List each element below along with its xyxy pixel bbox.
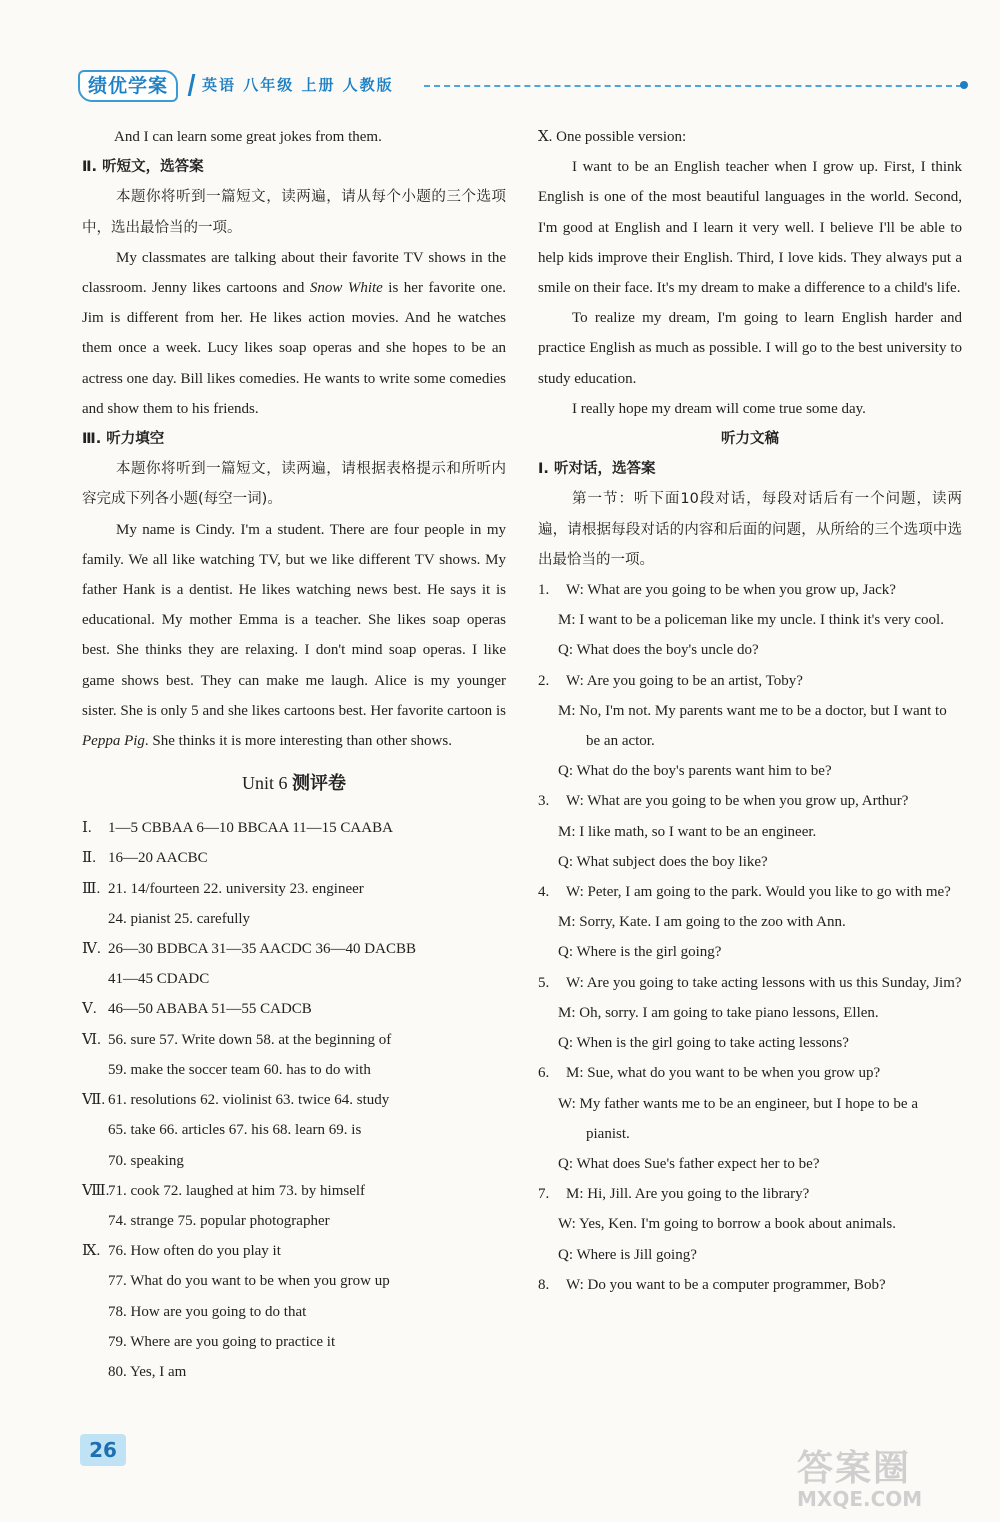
script-title: 听力文稿 [721, 431, 779, 448]
page-number: 26 [80, 1434, 126, 1466]
dialogue [538, 877, 962, 968]
passage-title-italic: Peppa Pig [82, 733, 145, 750]
dialogue-line: Q: What does Sue's father expect her to be? [558, 1155, 820, 1172]
book-subject: 英语 八年级 上册 人教版 [202, 76, 394, 94]
dialogue-line: 1. W: What are you going to be when you grow up, Jack? [538, 582, 896, 599]
dialogue-line: 7. M: Hi, Jill. Are you going to the library? [538, 1186, 810, 1203]
script-section-1-title: Ⅰ. 听对话，选答案 [538, 461, 656, 478]
page-header [78, 68, 968, 102]
dialogue-line: 4. W: Peter, I am going to the park. Would you like to go with me? [538, 884, 951, 901]
answer-line: Ⅸ. 76. How often do you play it [82, 1243, 281, 1260]
dialogue-line: Q: Where is Jill going? [558, 1246, 697, 1263]
essay-paragraph-1: I want to be an English teacher when I grow up. First, I think English is one of the most beautiful languages in the world. Second, I'm good at English and I learn it very well. I believe I'll be able to help kids improve their English. Third, I love kids. They always put a smile on their face. It's my dream to make a difference to a child's life. [538, 159, 962, 297]
section-3-passage [82, 515, 506, 757]
answer-line: Ⅰ. 1—5 CBBAA 6—10 BBCAA 11—15 CAABA [82, 820, 393, 837]
watermark-logo-text: 答案圈 [797, 1448, 912, 1489]
essay-paragraph-2: To realize my dream, I'm going to learn English harder and practice English as much as possible. I will go to the best university to study education. [538, 310, 962, 387]
dialogue-list [538, 575, 962, 1300]
passage-text: . She thinks it is more interesting than other shows. [144, 733, 452, 750]
dialogue-line: M: Sorry, Kate. I am going to the zoo with Ann. [558, 914, 846, 931]
top-line: And I can learn some great jokes from them. [114, 129, 382, 145]
header-dot [960, 81, 968, 89]
right-column [538, 122, 962, 1300]
answer-line: Ⅴ. 46—50 ABABA 51—55 CADCB [82, 1001, 312, 1018]
brand-logo: 绩优学案 [78, 70, 178, 102]
passage-text: My classmates are talking about their favorite TV shows in the classroom. Jenny likes cartoons and [82, 249, 506, 297]
header-separator [188, 74, 196, 96]
dialogue-line: M: Oh, sorry. I am going to take piano lessons, Ellen. [558, 1004, 879, 1021]
dialogue [538, 1179, 962, 1270]
dialogue-line: Q: Where is the girl going? [558, 944, 722, 961]
answer-line: 78. How are you going to do that [108, 1303, 307, 1320]
dialogue-line: 8. W: Do you want to be a computer programmer, Bob? [538, 1276, 886, 1293]
passage-text: My name is Cindy. I'm a student. There are four people in my family. We all like watching TV, but we like different TV shows. My father Hank is a dentist. He likes watching news best. He says it is educational. My mother Emma is a teacher. She likes soap operas best. She thinks they are relaxing. I don't mind soap operas. I like game shows best. They can make me laugh. Alice is my younger sister. She is only 5 and she likes cartoons best. Her favorite cartoon is [82, 521, 506, 719]
answer-line: 74. strange 75. popular photographer [108, 1212, 330, 1229]
section-2-instruction: 本题你将听到一篇短文，读两遍，请从每个小题的三个选项中，选出最恰当的一项。 [82, 189, 506, 236]
unit-title-cn: 测评卷 [292, 773, 346, 795]
dialogue-line: Q: What do the boy's parents want him to be? [558, 763, 832, 780]
essay-paragraph-3: I really hope my dream will come true some day. [572, 400, 866, 417]
passage-text: is her favorite one. Jim is different from her. He likes action movies. And he watches them once a week. Lucy likes soap operas and she hopes to be an actress one day. Bill likes comedies. He wants to write some comedies and show them to his friends. [82, 280, 506, 417]
dialogue [538, 666, 962, 787]
answer-line: 79. Where are you going to practice it [108, 1333, 336, 1350]
dialogue [538, 968, 962, 1059]
dialogue-line: 6. M: Sue, what do you want to be when you grow up? [538, 1065, 881, 1082]
section-2-title: Ⅱ. 听短文，选答案 [82, 159, 204, 176]
answer-key [82, 813, 506, 1387]
answer-line: 80. Yes, I am [108, 1363, 187, 1380]
left-column [82, 122, 506, 1387]
dialogue-line: W: My father wants me to be an engineer, but I hope to be a pianist. [558, 1095, 918, 1142]
unit-title-en: Unit 6 [241, 773, 292, 794]
watermark [797, 1440, 972, 1512]
answer-line: Ⅳ. 26—30 BDBCA 31—35 AACDC 36—40 DACBB [82, 941, 416, 958]
unit-title [82, 768, 506, 799]
watermark-url: MXQE.COM [797, 1487, 923, 1511]
dialogue [538, 575, 962, 666]
answer-line: 41—45 CDADC [108, 971, 210, 988]
section-3-instruction: 本题你将听到一篇短文，读两遍，请根据表格提示和所听内容完成下列各小题(每空一词)。 [82, 461, 506, 508]
section-10-title: Ⅹ. One possible version: [538, 129, 687, 145]
answer-line: 24. pianist 25. carefully [108, 910, 251, 927]
dialogue [538, 1058, 962, 1179]
header-dashed-line [424, 85, 962, 87]
dialogue-line: Q: What does the boy's uncle do? [558, 642, 759, 659]
dialogue [538, 1270, 962, 1300]
passage-title-italic: Snow White [309, 280, 383, 297]
dialogue-line: Q: When is the girl going to take acting lessons? [558, 1035, 849, 1052]
answer-line: 65. take 66. articles 67. his 68. learn 69. is [108, 1122, 362, 1139]
dialogue-line: W: Yes, Ken. I'm going to borrow a book about animals. [558, 1216, 896, 1233]
dialogue [538, 786, 962, 877]
answer-line: Ⅲ. 21. 14/fourteen 22. university 23. engineer [82, 880, 364, 897]
answer-line: Ⅱ. 16—20 AACBC [82, 850, 208, 867]
dialogue-line: 2. W: Are you going to be an artist, Toby? [538, 672, 803, 689]
dialogue-line: 3. W: What are you going to be when you grow up, Arthur? [538, 793, 909, 810]
dialogue-line: M: No, I'm not. My parents want me to be a doctor, but I want to be an actor. [558, 702, 947, 750]
answer-line: 59. make the soccer team 60. has to do with [108, 1061, 371, 1078]
answer-line: Ⅵ. 56. sure 57. Write down 58. at the beginning of [82, 1031, 392, 1048]
answer-line: 77. What do you want to be when you grow up [108, 1273, 390, 1290]
answer-line: 70. speaking [108, 1152, 184, 1169]
section-2-passage [82, 243, 506, 424]
dialogue-line: M: I like math, so I want to be an engineer. [558, 823, 817, 840]
section-3-title: Ⅲ. 听力填空 [82, 431, 165, 448]
dialogue-line: 5. W: Are you going to take acting lessons with us this Sunday, Jim? [538, 974, 962, 991]
dialogue-line: Q: What subject does the boy like? [558, 853, 768, 870]
dialogue-line: M: I want to be a policeman like my uncle. I think it's very cool. [558, 612, 944, 629]
answer-line: Ⅶ. 61. resolutions 62. violinist 63. twice 64. study [82, 1092, 390, 1109]
answer-line: Ⅷ.71. cook 72. laughed at him 73. by himself [82, 1182, 366, 1199]
script-section-1-instruction: 第一节：听下面10段对话，每段对话后有一个问题，读两遍，请根据每段对话的内容和后面的问题，从所给的三个选项中选出最恰当的一项。 [538, 491, 962, 568]
